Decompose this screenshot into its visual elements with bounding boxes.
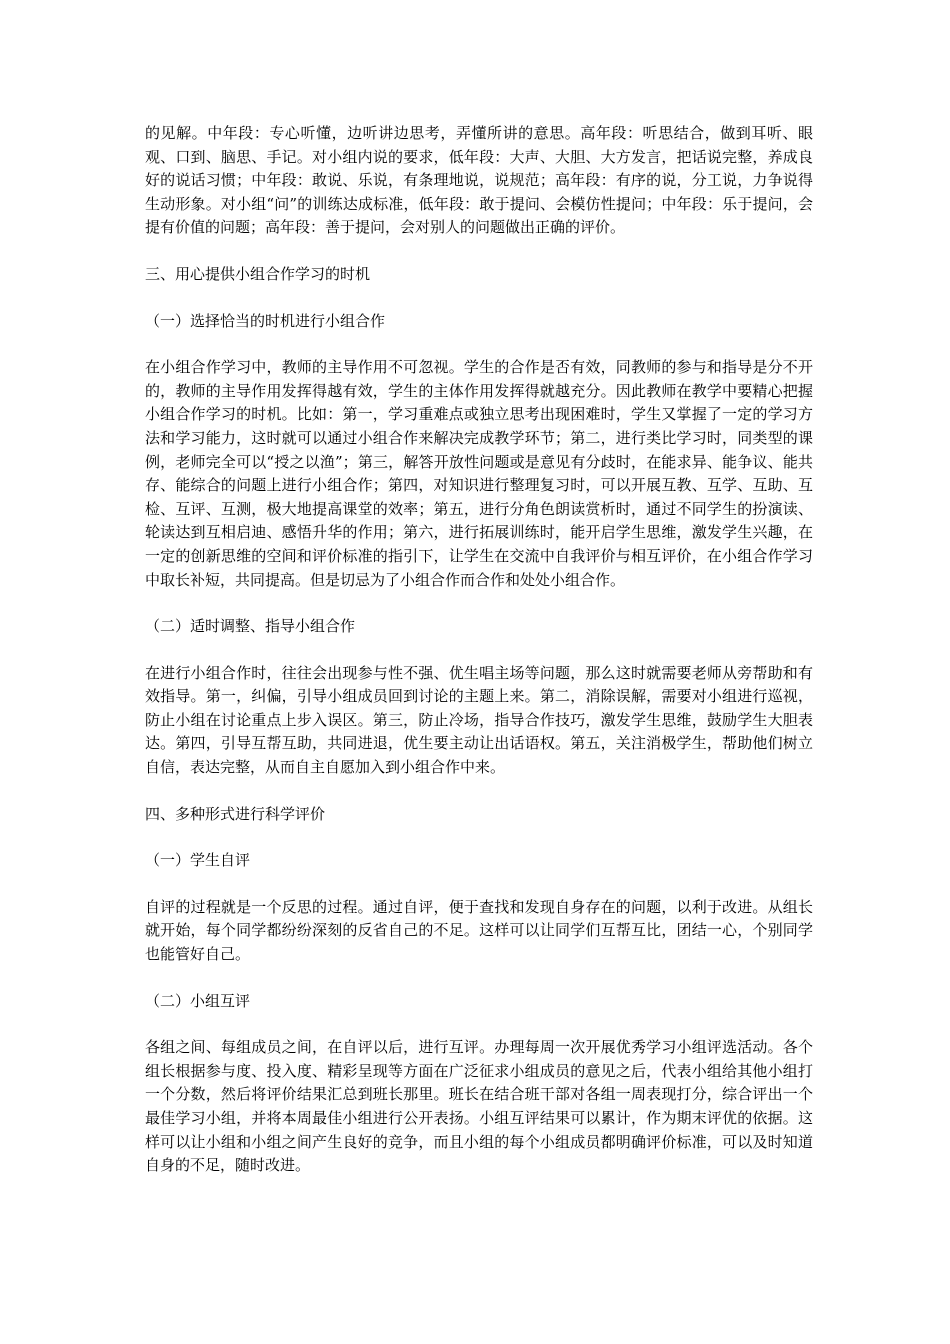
subsection-heading-4-1: （一）学生自评 [145,851,251,870]
paragraph-group-evaluation: 各组之间、每组成员之间，在自评以后，进行互评。办理每周一次开展优秀学习小组评选活动。各个组长根据参与度、投入度、精彩呈现等方面在广泛征求小组成员的意见之后，代表小组给其他小组打一个分数，然后将评价结果汇总到班长那里。班长在结合班干部对各组一周表现打分，综合评出一个最佳学习小组，并将本周最佳小组进行公开表扬。小组互评结果可以累计，作为期末评优的依据。这样可以让小组和小组之间产生良好的竞争，而且小组的每个小组成员都明确评价标准，可以及时知道自身的不足，随时改进。 [145,1038,813,1175]
paragraph-guidance: 在进行小组合作时，往往会出现参与性不强、优生唱主场等问题，那么这时就需要老师从旁帮助和有效指导。第一，纠偏，引导小组成员回到讨论的主题上来。第二，消除误解，需要对小组进行巡视，防止小组在讨论重点上步入误区。第三，防止冷场，指导合作技巧，激发学生思维，鼓励学生大胆表达。第四，引导互帮互助，共同进退，优生要主动让出话语权。第五，关注消极学生，帮助他们树立自信，表达完整，从而自主自愿加入到小组合作中来。 [145,663,813,777]
paragraph-listening-speaking-standards: 的见解。中年段：专心听懂，边听讲边思考，弄懂所讲的意思。高年段：听思结合，做到耳听、眼观、口到、脑思、手记。对小组内说的要求，低年段：大声、大胆、大方发言，把话说完整，养成良好的说话习惯；中年段：敢说、乐说，有条理地说，说规范；高年段：有序的说，分工说，力争说得生动形象。对小组“问”的训练达成标准，低年段：敢于提问、会模仿性提问；中年段：乐于提问，会提有价值的问题；高年段：善于提问，会对别人的问题做出正确的评价。 [145,124,813,237]
paragraph-timing: 在小组合作学习中，教师的主导作用不可忽视。学生的合作是否有效，同教师的参与和指导是分不开的，教师的主导作用发挥得越有效，学生的主体作用发挥得就越充分。因此教师在教学中要精心把握小组合作学习的时机。比如：第一，学习重难点或独立思考出现困难时，学生又掌握了一定的学习方法和学习能力，这时就可以通过小组合作来解决完成教学环节；第二，进行类比学习时，同类型的课例，老师完全可以“授之以渔”；第三，解答开放性问题或是意见有分歧时，在能求异、能争议、能共存、能综合的问题上进行小组合作；第四，对知识进行整理复习时，可以开展互教、互学、互助、互检、互评、互测，极大地提高课堂的效率；第五，进行分角色朗读赏析时，通过不同学生的扮演读、轮读达到互相启迪、感悟升华的作用；第六，进行拓展训练时，能开启学生思维，激发学生兴趣，在一定的创新思维的空间和评价标准的指引下，让学生在交流中自我评价与相互评价，在小组合作学习中取长补短，共同提高。但是切忌为了小组合作而合作和处处小组合作。 [145,358,813,589]
subsection-heading-3-1: （一）选择恰当的时机进行小组合作 [145,311,386,330]
paragraph-self-evaluation: 自评的过程就是一个反思的过程。通过自评，便于查找和发现自身存在的问题，以利于改进。从组长就开始，每个同学都纷纷深刻的反省自己的不足。这样可以让同学们互帮互比，团结一心，个别同学也能管好自己。 [145,897,813,964]
section-heading-3: 三、用心提供小组合作学习的时机 [145,264,371,283]
subsection-heading-3-2: （二）适时调整、指导小组合作 [145,617,356,636]
subsection-heading-4-2: （二）小组互评 [145,991,251,1010]
document-page [145,122,813,1178]
section-heading-4: 四、多种形式进行科学评价 [145,804,326,823]
